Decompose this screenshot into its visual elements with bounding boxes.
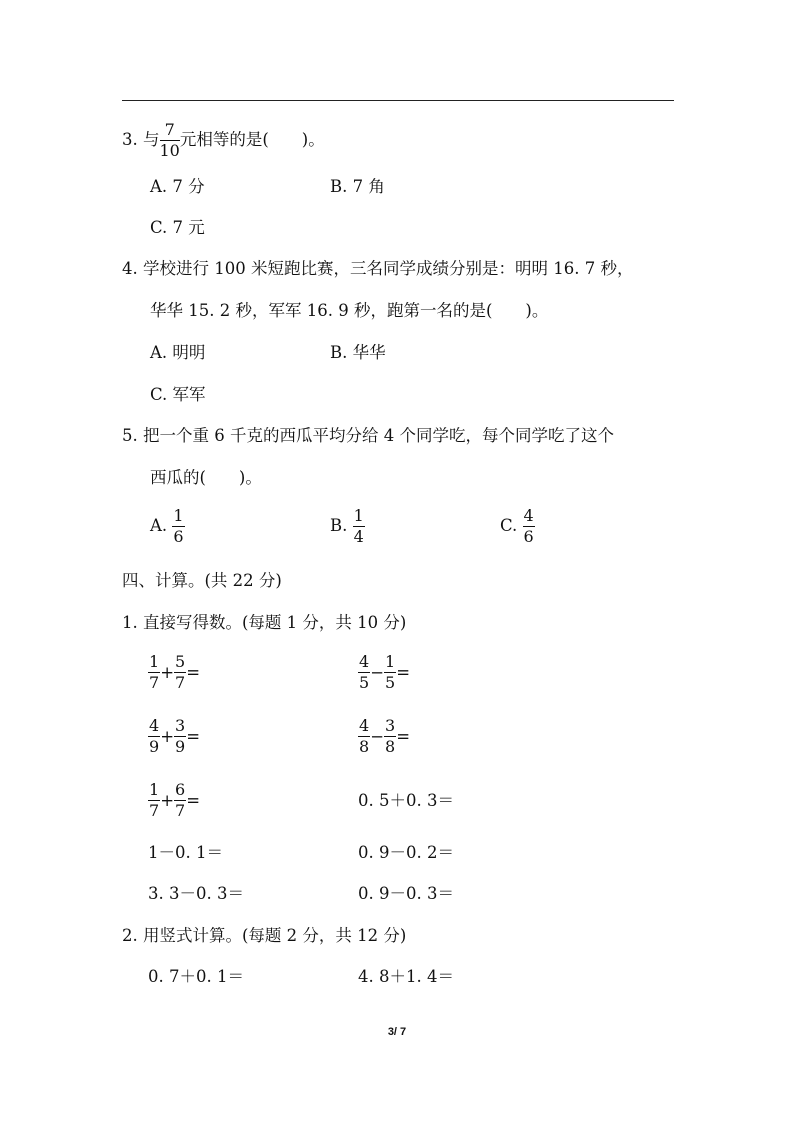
calc-item: 0. 9－0. 3＝ [358, 884, 454, 903]
fraction: $\frac{3}{9}$ [175, 716, 186, 756]
equals: = [186, 662, 201, 682]
operator: − [370, 662, 385, 682]
subsection-1-title: 1. 直接写得数。(每题 1 分，共 10 分) [122, 613, 407, 632]
fraction: $\frac{7}{10}$ [159, 120, 180, 160]
calc-item: 4. 8＋1. 4＝ [358, 967, 454, 986]
calc-item [148, 654, 200, 691]
fraction: $\frac{1}{4}$ [353, 506, 364, 546]
calc-item: 0. 9－0. 2＝ [358, 843, 454, 862]
calc-item [358, 718, 410, 755]
question-5-line1: 5. 把一个重 6 千克的西瓜平均分给 4 个同学吃，每个同学吃了这个 [122, 426, 614, 445]
option-c [500, 508, 535, 545]
option-label: C. [500, 516, 518, 535]
fraction: $\frac{4}{9}$ [149, 716, 160, 756]
calc-item: 1－0. 1＝ [148, 843, 223, 862]
question-text: 与 [143, 130, 160, 149]
option-b: B. 7 角 [330, 177, 385, 196]
fraction: $\frac{4}{8}$ [359, 716, 370, 756]
fraction: $\frac{1}{7}$ [149, 780, 160, 820]
option-a [150, 508, 185, 545]
calc-item [148, 718, 200, 755]
operator: + [160, 726, 175, 746]
fraction: $\frac{3}{8}$ [385, 716, 396, 756]
equals: = [186, 790, 201, 810]
question-4-line2: 华华 15. 2 秒，军军 16. 9 秒，跑第一名的是( )。 [150, 301, 549, 320]
equals: = [396, 662, 411, 682]
fraction: $\frac{1}{6}$ [173, 506, 184, 546]
calc-item [148, 782, 200, 819]
fraction: $\frac{1}{5}$ [385, 652, 396, 692]
section-title: 四、计算。(共 22 分) [122, 571, 282, 590]
fraction: $\frac{5}{7}$ [175, 652, 186, 692]
question-5-line2: 西瓜的( )。 [150, 468, 262, 487]
option-a: A. 明明 [150, 343, 206, 362]
operator: + [160, 662, 175, 682]
option-b [330, 508, 365, 545]
calc-item [358, 654, 410, 691]
option-c: C. 7 元 [150, 218, 205, 237]
calc-item: 0. 5＋0. 3＝ [358, 791, 454, 810]
subsection-2-title: 2. 用竖式计算。(每题 2 分，共 12 分) [122, 926, 407, 945]
fraction: $\frac{6}{7}$ [175, 780, 186, 820]
option-label: A. [150, 516, 168, 535]
fraction: $\frac{4}{5}$ [359, 652, 370, 692]
question-text: 元相等的是( )。 [179, 130, 325, 149]
option-c: C. 军军 [150, 385, 206, 404]
operator: + [160, 790, 175, 810]
equals: = [186, 726, 201, 746]
option-label: B. [330, 516, 348, 535]
operator: − [370, 726, 385, 746]
page-number: 3/ 7 [387, 1026, 407, 1038]
question-number: 3. [122, 130, 138, 149]
question-3 [122, 122, 325, 159]
fraction: $\frac{1}{7}$ [149, 652, 160, 692]
calc-item: 3. 3－0. 3＝ [148, 884, 244, 903]
question-4-line1: 4. 学校进行 100 米短跑比赛，三名同学成绩分别是：明明 16. 7 秒， [122, 259, 634, 278]
option-a: A. 7 分 [150, 177, 205, 196]
equals: = [396, 726, 411, 746]
fraction: $\frac{4}{6}$ [523, 506, 534, 546]
option-b: B. 华华 [330, 343, 386, 362]
calc-item: 0. 7＋0. 1＝ [148, 967, 244, 986]
header-rule [122, 100, 674, 101]
